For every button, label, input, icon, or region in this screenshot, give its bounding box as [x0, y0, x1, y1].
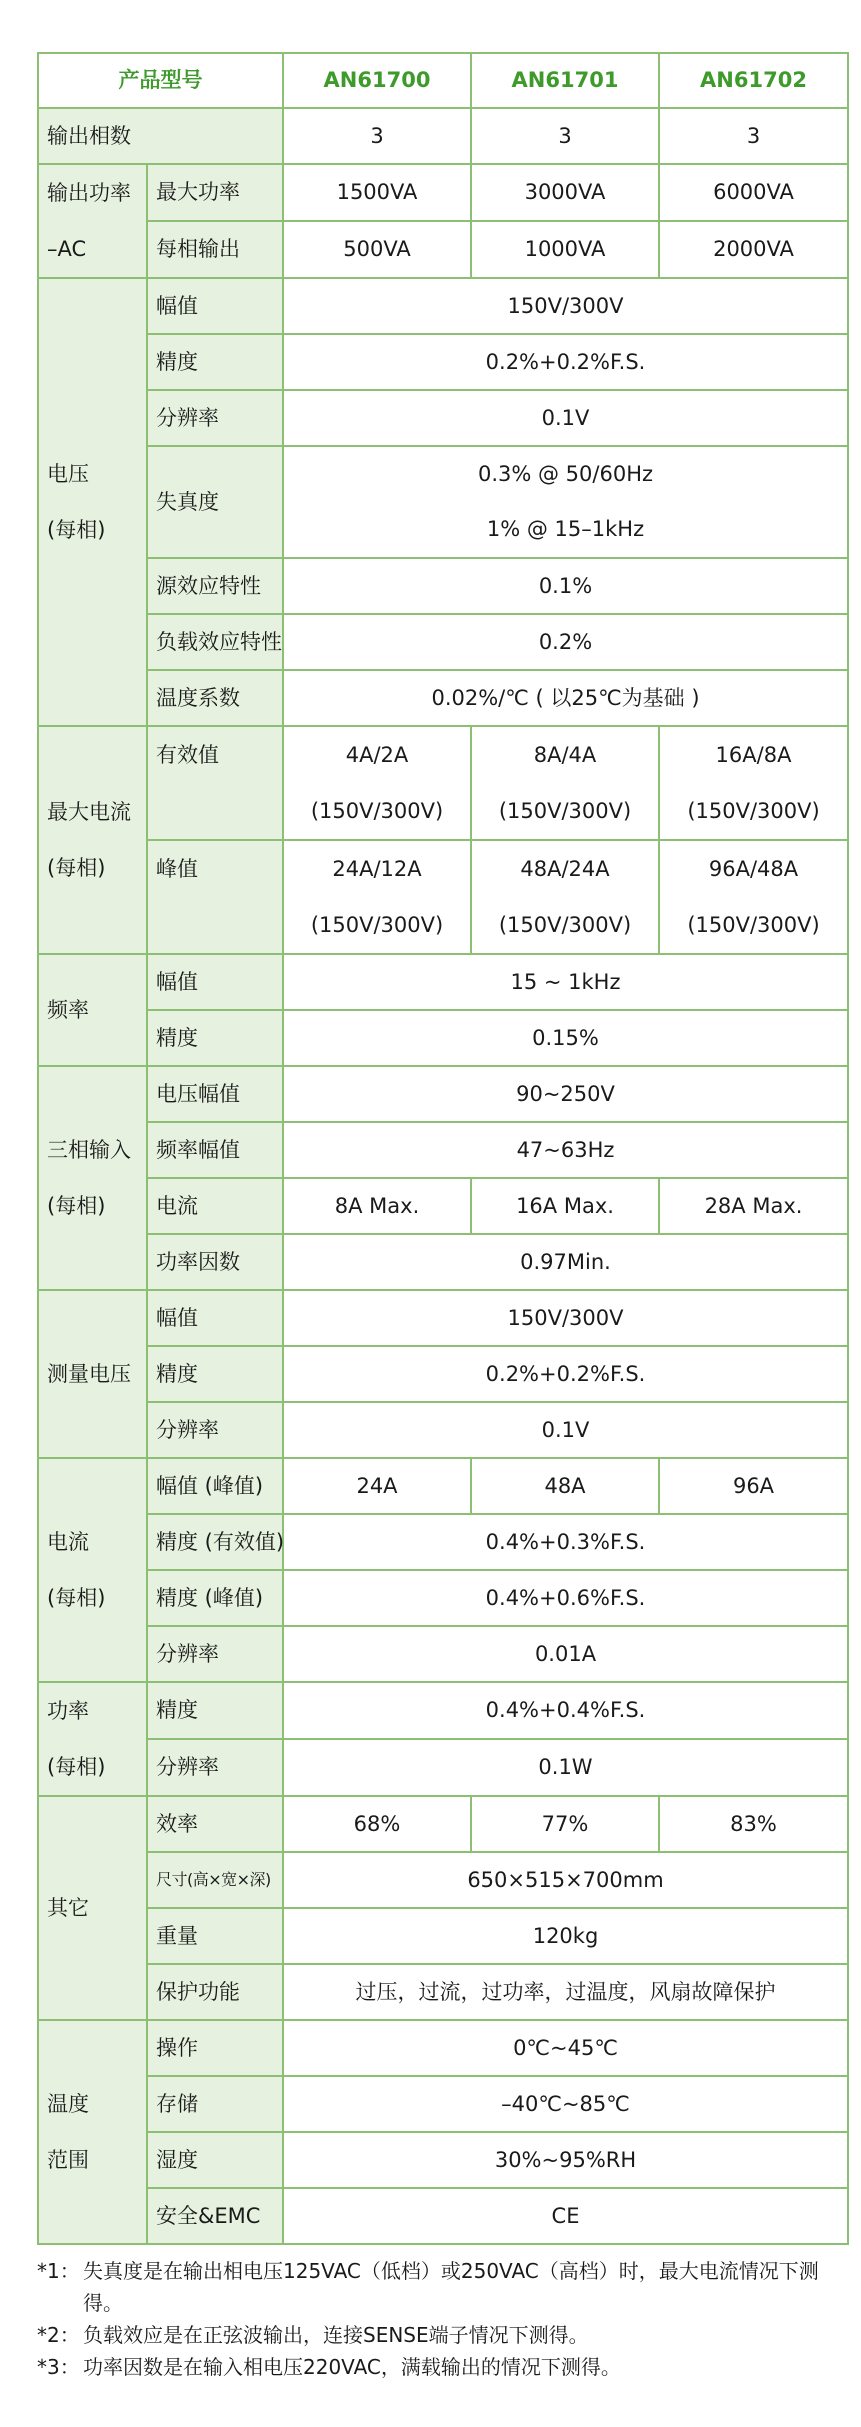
dimensions-label: 尺寸(高×宽×深) [147, 1852, 283, 1908]
footnote-mark: *2： [37, 2323, 80, 2347]
max-power-label: 最大功率 [147, 164, 283, 221]
frequency-amplitude-label: 幅值 [147, 954, 283, 1010]
operating-temp-value: 0℃~45℃ [283, 2020, 848, 2076]
current-peak-value: 96A [659, 1458, 848, 1514]
footnote-text: 失真度是在输出相电压125VAC（低档）或250VAC（高档）时，最大电流情况下测得。 [83, 2259, 819, 2315]
input-current-row [38, 1178, 848, 1234]
frequency-accuracy-value: 0.15% [283, 1010, 848, 1066]
voltage-resolution-label: 分辨率 [147, 390, 283, 446]
power-resolution-value: 0.1W [283, 1739, 848, 1796]
voltage-accuracy-row [38, 334, 848, 390]
input-frequency-value: 47~63Hz [283, 1122, 848, 1178]
model-an61702: AN61702 [659, 53, 848, 108]
power-factor-value: 0.97Min. [283, 1234, 848, 1290]
input-voltage-value: 90~250V [283, 1066, 848, 1122]
power-accuracy-label: 精度 [147, 1682, 283, 1739]
weight-label: 重量 [147, 1908, 283, 1964]
footnote-text: 负载效应是在正弦波输出，连接SENSE端子情况下测得。 [83, 2323, 589, 2347]
power-factor-row [38, 1234, 848, 1290]
current-resolution-value: 0.01A [283, 1626, 848, 1682]
humidity-value: 30%~95%RH [283, 2132, 848, 2188]
measure-resolution-row [38, 1402, 848, 1458]
input-frequency-row [38, 1122, 848, 1178]
current-peak-label: 幅值 (峰值) [147, 1458, 283, 1514]
efficiency-value: 68% [283, 1796, 471, 1852]
output-power-category: 输出功率 –AC [38, 164, 147, 278]
measure-accuracy-value: 0.2%+0.2%F.S. [283, 1346, 848, 1402]
distortion-value-line2: 1% @ 15–1kHz [283, 502, 848, 558]
peak-current-value: 48A/24A (150V/300V) [471, 840, 659, 954]
current-accuracy-peak-label: 精度 (峰值) [147, 1570, 283, 1626]
footnotes [37, 2255, 842, 2383]
phases-value: 3 [471, 108, 659, 164]
peak-current-value: 24A/12A (150V/300V) [283, 840, 471, 954]
footnote-mark: *1： [37, 2259, 80, 2283]
power-accuracy-value: 0.4%+0.4%F.S. [283, 1682, 848, 1739]
distortion-row-1 [38, 446, 848, 502]
phases-value: 3 [659, 108, 848, 164]
frequency-amplitude-value: 15 ~ 1kHz [283, 954, 848, 1010]
measure-accuracy-label: 精度 [147, 1346, 283, 1402]
humidity-row [38, 2132, 848, 2188]
protection-row [38, 1964, 848, 2020]
model-label: 产品型号 [38, 53, 283, 108]
footnote-2 [37, 2319, 842, 2351]
max-power-value: 6000VA [659, 164, 848, 221]
footnote-text: 功率因数是在输入相电压220VAC，满载输出的情况下测得。 [83, 2355, 621, 2379]
header-row [38, 53, 848, 108]
voltage-resolution-row [38, 390, 848, 446]
phases-row [38, 108, 848, 164]
humidity-label: 湿度 [147, 2132, 283, 2188]
three-phase-input-category: 三相输入 (每相) [38, 1066, 147, 1290]
load-effect-row [38, 614, 848, 670]
voltage-amplitude-row [38, 278, 848, 334]
rms-current-label: 有效值 [147, 726, 283, 840]
frequency-category: 频率 [38, 954, 147, 1066]
power-factor-label: 功率因数 [147, 1234, 283, 1290]
measure-amplitude-value: 150V/300V [283, 1290, 848, 1346]
model-an61701: AN61701 [471, 53, 659, 108]
phases-label: 输出相数 [38, 108, 283, 164]
temp-coeff-label: 温度系数 [147, 670, 283, 726]
efficiency-value: 77% [471, 1796, 659, 1852]
voltage-resolution-value: 0.1V [283, 390, 848, 446]
input-voltage-row [38, 1066, 848, 1122]
current-peak-value: 24A [283, 1458, 471, 1514]
power-resolution-label: 分辨率 [147, 1739, 283, 1796]
safety-row [38, 2188, 848, 2244]
frequency-accuracy-row [38, 1010, 848, 1066]
input-current-value: 28A Max. [659, 1178, 848, 1234]
power-resolution-row [38, 1739, 848, 1796]
current-accuracy-rms-row [38, 1514, 848, 1570]
current-resolution-row [38, 1626, 848, 1682]
current-accuracy-peak-value: 0.4%+0.6%F.S. [283, 1570, 848, 1626]
safety-label: 安全&EMC [147, 2188, 283, 2244]
voltage-amplitude-value: 150V/300V [283, 278, 848, 334]
voltage-amplitude-label: 幅值 [147, 278, 283, 334]
spec-table [37, 52, 849, 2245]
protection-label: 保护功能 [147, 1964, 283, 2020]
efficiency-value: 83% [659, 1796, 848, 1852]
per-phase-value: 2000VA [659, 221, 848, 278]
weight-value: 120kg [283, 1908, 848, 1964]
rms-current-value: 16A/8A (150V/300V) [659, 726, 848, 840]
power-accuracy-row [38, 1682, 848, 1739]
peak-current-value: 96A/48A (150V/300V) [659, 840, 848, 954]
protection-value: 过压，过流，过功率，过温度，风扇故障保护 [283, 1964, 848, 2020]
current-accuracy-peak-row [38, 1570, 848, 1626]
measure-amplitude-row [38, 1290, 848, 1346]
operating-temp-row [38, 2020, 848, 2076]
current-category: 电流 (每相) [38, 1458, 147, 1682]
model-an61700: AN61700 [283, 53, 471, 108]
voltage-accuracy-label: 精度 [147, 334, 283, 390]
phases-value: 3 [283, 108, 471, 164]
distortion-label: 失真度 [147, 446, 283, 558]
max-power-value: 3000VA [471, 164, 659, 221]
input-current-value: 16A Max. [471, 1178, 659, 1234]
input-voltage-label: 电压幅值 [147, 1066, 283, 1122]
input-frequency-label: 频率幅值 [147, 1122, 283, 1178]
load-effect-value: 0.2% [283, 614, 848, 670]
operating-temp-label: 操作 [147, 2020, 283, 2076]
storage-temp-value: –40℃~85℃ [283, 2076, 848, 2132]
current-accuracy-rms-value: 0.4%+0.3%F.S. [283, 1514, 848, 1570]
temperature-category: 温度 范围 [38, 2020, 147, 2244]
power-category: 功率 (每相) [38, 1682, 147, 1796]
measure-voltage-category: 测量电压 [38, 1290, 147, 1458]
per-phase-row [38, 221, 848, 278]
temp-coeff-value: 0.02%/℃ ( 以25℃为基础 ) [283, 670, 848, 726]
per-phase-label: 每相输出 [147, 221, 283, 278]
dimensions-value: 650×515×700mm [283, 1852, 848, 1908]
input-current-label: 电流 [147, 1178, 283, 1234]
footnote-3 [37, 2351, 842, 2383]
max-power-value: 1500VA [283, 164, 471, 221]
efficiency-label: 效率 [147, 1796, 283, 1852]
rms-current-value: 8A/4A (150V/300V) [471, 726, 659, 840]
max-power-row [38, 164, 848, 221]
measure-resolution-value: 0.1V [283, 1402, 848, 1458]
measure-amplitude-label: 幅值 [147, 1290, 283, 1346]
current-resolution-label: 分辨率 [147, 1626, 283, 1682]
voltage-category: 电压 (每相) [38, 278, 147, 726]
rms-current-row [38, 726, 848, 840]
source-effect-label: 源效应特性 [147, 558, 283, 614]
weight-row [38, 1908, 848, 1964]
rms-current-value: 4A/2A (150V/300V) [283, 726, 471, 840]
safety-value: CE [283, 2188, 848, 2244]
source-effect-value: 0.1% [283, 558, 848, 614]
distortion-value-line1: 0.3% @ 50/60Hz [283, 446, 848, 502]
efficiency-row [38, 1796, 848, 1852]
source-effect-row [38, 558, 848, 614]
dimensions-row [38, 1852, 848, 1908]
frequency-amplitude-row [38, 954, 848, 1010]
input-current-value: 8A Max. [283, 1178, 471, 1234]
current-peak-row [38, 1458, 848, 1514]
per-phase-value: 1000VA [471, 221, 659, 278]
measure-resolution-label: 分辨率 [147, 1402, 283, 1458]
footnote-1 [37, 2255, 842, 2319]
frequency-accuracy-label: 精度 [147, 1010, 283, 1066]
load-effect-label: 负载效应特性 [147, 614, 283, 670]
voltage-accuracy-value: 0.2%+0.2%F.S. [283, 334, 848, 390]
measure-accuracy-row [38, 1346, 848, 1402]
current-peak-value: 48A [471, 1458, 659, 1514]
max-current-category: 最大电流 (每相) [38, 726, 147, 954]
current-accuracy-rms-label: 精度 (有效值) [147, 1514, 283, 1570]
footnote-mark: *3： [37, 2355, 80, 2379]
temp-coeff-row [38, 670, 848, 726]
peak-current-row [38, 840, 848, 954]
per-phase-value: 500VA [283, 221, 471, 278]
storage-temp-label: 存储 [147, 2076, 283, 2132]
storage-temp-row [38, 2076, 848, 2132]
peak-current-label: 峰值 [147, 840, 283, 954]
other-category: 其它 [38, 1796, 147, 2020]
